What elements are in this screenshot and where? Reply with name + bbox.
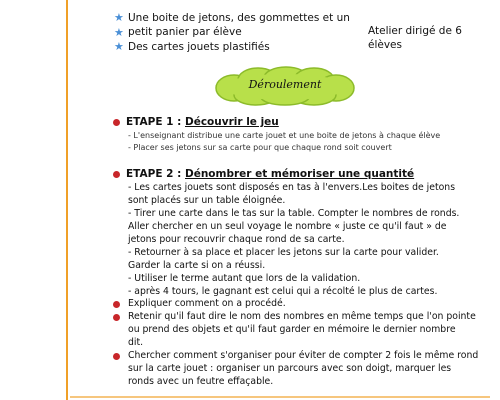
step2-title: ETAPE 2 : Dénombrer et mémoriser une quantité [126, 168, 415, 180]
step2-line: - Tirer une carte dans le tas sur la table. Compter le nombres de ronds. [128, 208, 460, 219]
point-line: Retenir qu'il faut dire le nom des nombres en même temps que l'on pointe [128, 311, 476, 322]
atelier-note: Atelier dirigé de 6 élèves [368, 25, 462, 51]
point-line: dit. [128, 337, 144, 348]
star-icon: ★ [114, 11, 124, 24]
bullet-icon [113, 119, 120, 126]
step2-line: - Retourner à sa place et placer les jetons sur la carte pour valider. [128, 247, 439, 258]
step1-title: ETAPE 1 : Découvrir le jeu [126, 116, 279, 128]
step2-line: - après 4 tours, le gagnant est celui qui a récolté le plus de cartes. [128, 286, 438, 297]
step2-line: - Utiliser le terme autant que lors de la validation. [128, 273, 361, 284]
point-line: Chercher comment s'organiser pour éviter de compter 2 fois le même rond [128, 350, 479, 361]
step2-line: - Les cartes jouets sont disposés en tas à l'envers.Les boites de jetons [128, 182, 456, 193]
section-cloud [210, 66, 360, 106]
point-line: ou prend des objets et qu'il faut garder en mémoire le dernier nombre [128, 324, 456, 335]
step2-line: Garder la carte si on a réussi. [128, 260, 266, 271]
step2-line: sont placés sur un table éloignée. [128, 195, 286, 206]
materials-item-1-cont: petit panier par élève [128, 26, 242, 38]
point-line: Expliquer comment on a procédé. [128, 298, 286, 309]
star-icon: ★ [114, 40, 124, 53]
point-line: sur la carte jouet : organiser un parcours avec son doigt, marquer les [128, 363, 452, 374]
materials-item-2: ★ Des cartes jouets plastifiés [114, 40, 270, 53]
point-line: ronds avec un feutre effaçable. [128, 376, 274, 387]
bullet-icon [113, 353, 120, 360]
bullet-icon [113, 301, 120, 308]
star-icon: ★ [114, 26, 124, 39]
step1-line: - Placer ses jetons sur sa carte pour que chaque rond soit couvert [128, 143, 392, 152]
materials-item-1: ★ Une boite de jetons, des gommettes et un [114, 11, 350, 24]
step1-line: - L'enseignant distribue une carte jouet et une boite de jetons à chaque élève [128, 131, 441, 140]
section-title: Déroulement [248, 78, 322, 91]
bullet-icon [113, 314, 120, 321]
page-frame-bottom [70, 396, 490, 398]
page-frame-left [66, 0, 78, 400]
bullet-icon [113, 171, 120, 178]
step2-line: Aller chercher en un seul voyage le nombre « juste ce qu'il faut » de [128, 221, 447, 232]
step2-line: jetons pour recouvrir chaque rond de sa carte. [128, 234, 345, 245]
